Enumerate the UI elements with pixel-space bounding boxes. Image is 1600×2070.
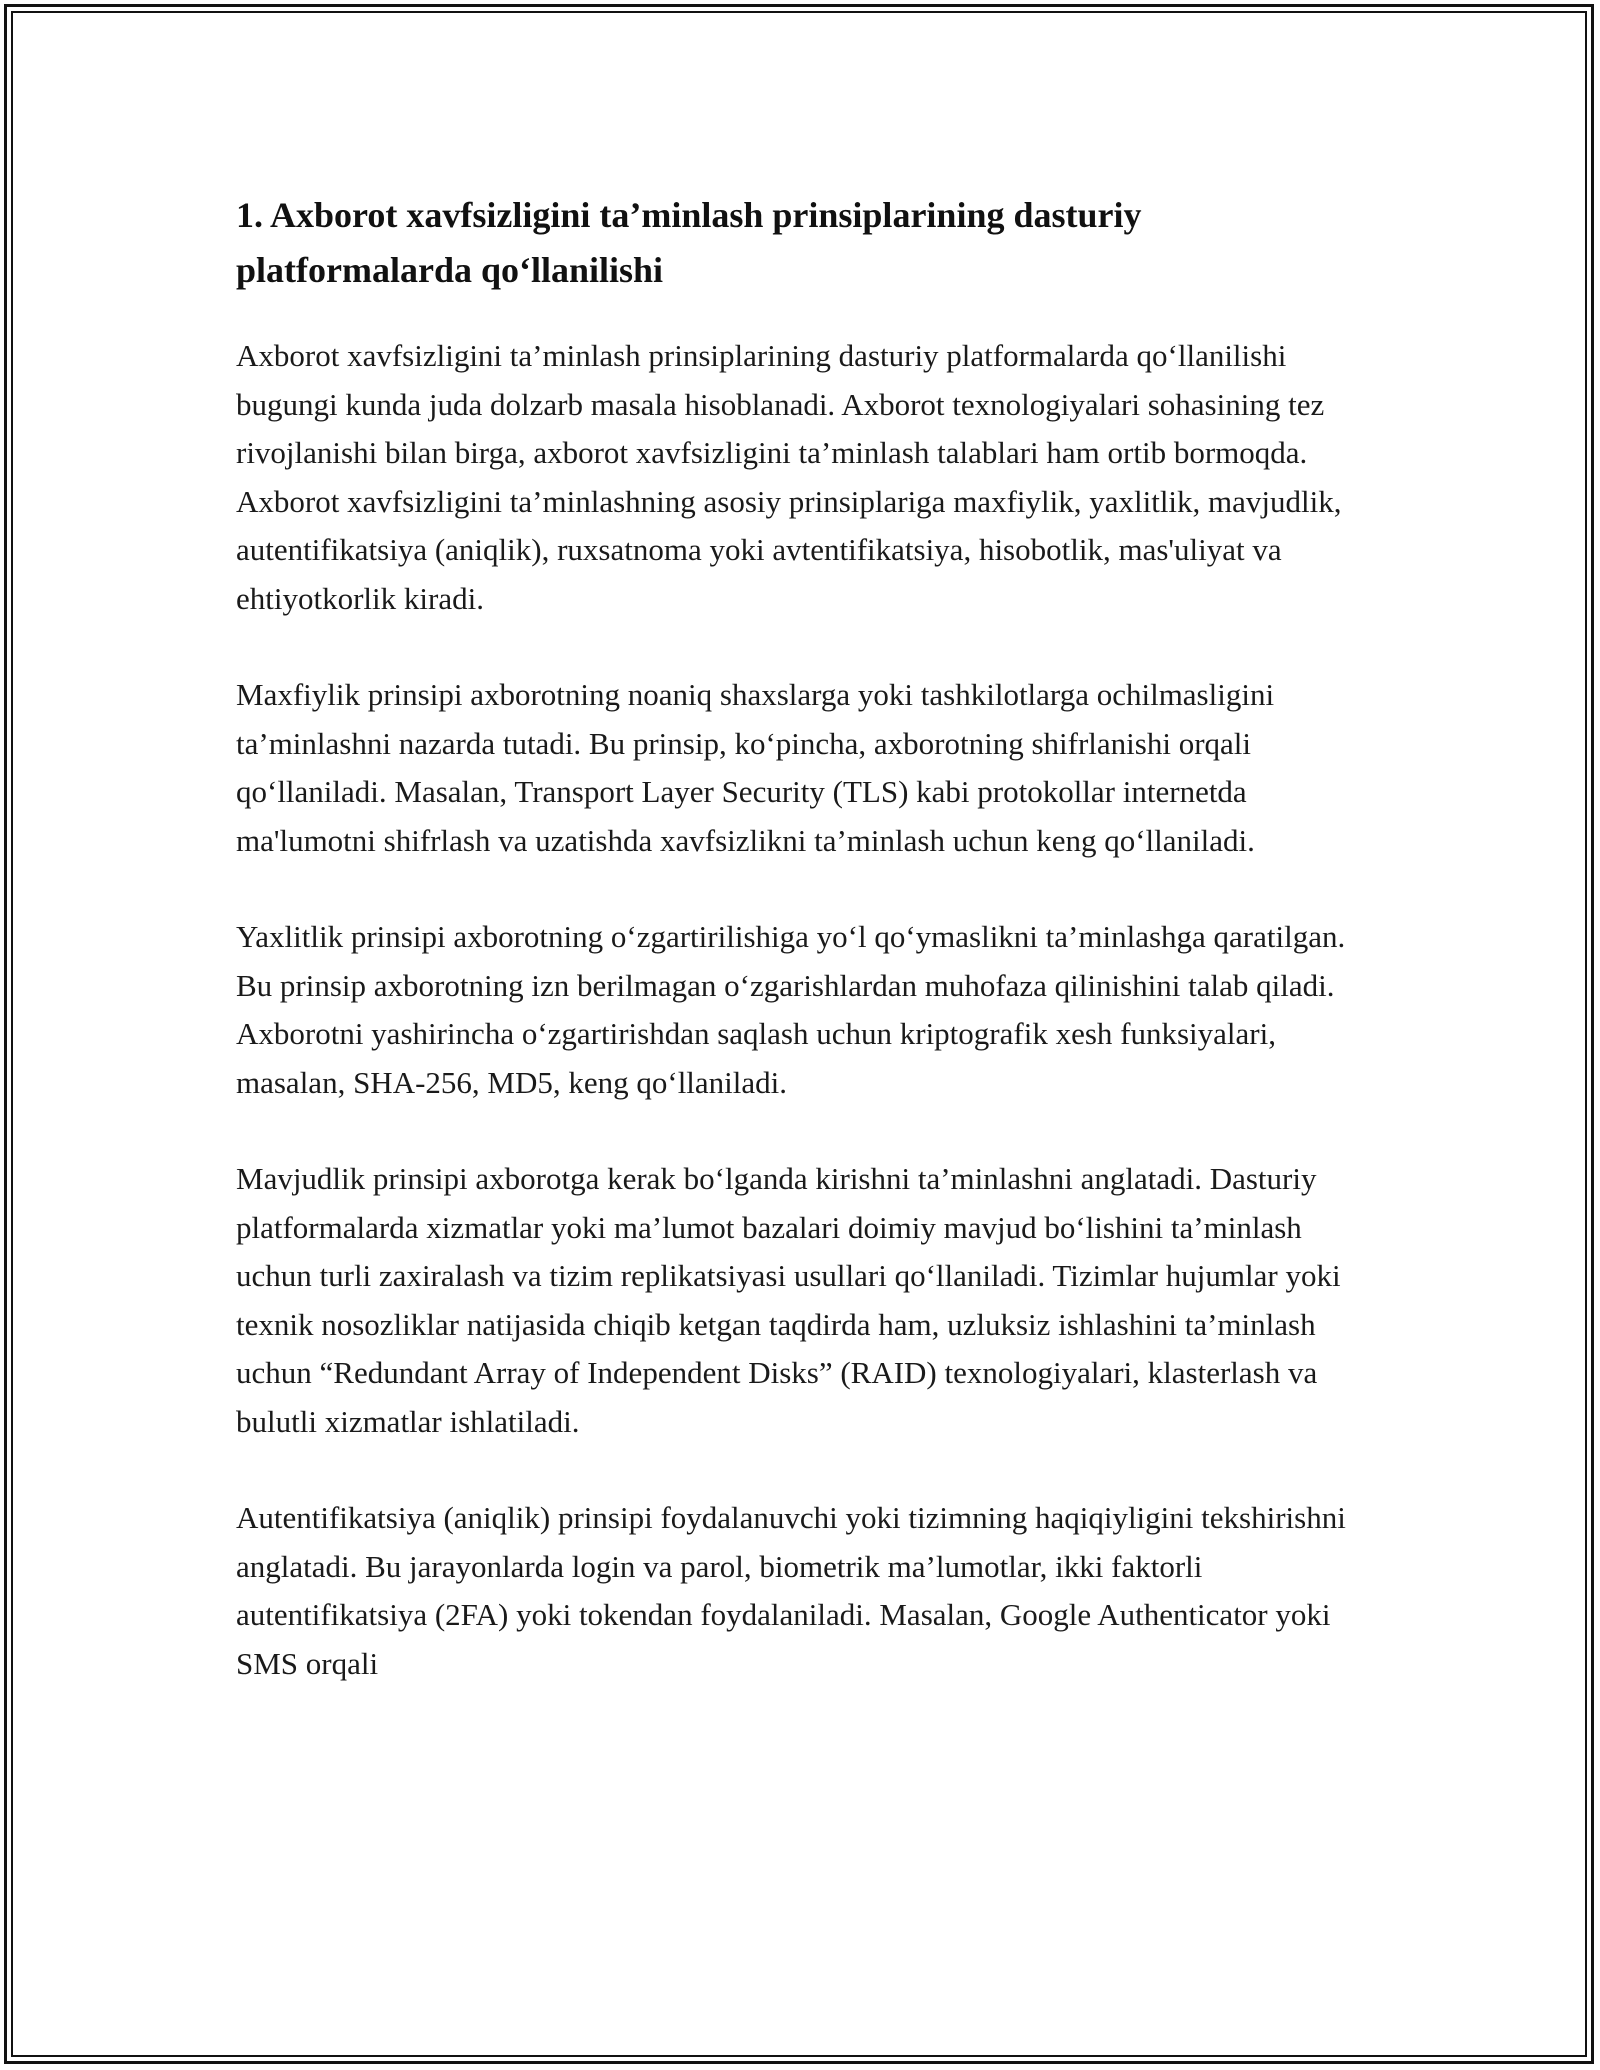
paragraph-authentication: Autentifikatsiya (aniqlik) prinsipi foydalanuvchi yoki tizimning haqiqiyligini tekshirishni anglatadi. Bu jarayonlarda login va parol, biometrik ma’lumotlar, ikki faktorli autentifikatsiya (2FA) yoki tokendan foydalaniladi. Masalan, Google Authenticator yoki SMS orqali <box>236 1500 1346 1681</box>
paragraph-confidentiality: Maxfiylik prinsipi axborotning noaniq shaxslarga yoki tashkilotlarga ochilmasligini ta’minlashni nazarda tutadi. Bu prinsip, ko‘pincha, axborotning shifrlanishi orqali qo‘llaniladi. Masalan, Transport Layer Security (TLS) kabi protokollar internetda ma'lumotni shifrlash va uzatishda xavfsizlikni ta’minlash uchun keng qo‘llaniladi. <box>236 677 1275 858</box>
paragraph-integrity: Yaxlitlik prinsipi axborotning o‘zgartirilishiga yo‘l qo‘ymaslikni ta’minlashga qaratilgan. Bu prinsip axborotning izn berilmagan o‘zgarishlardan muhofaza qilinishini talab qiladi. Axborotni yashirincha o‘zgartirishdan saqlash uchun kriptografik xesh funksiyalari, masalan, SHA-256, MD5, keng qo‘llaniladi. <box>236 919 1346 1100</box>
paragraph-availability: Mavjudlik prinsipi axborotga kerak bo‘lganda kirishni ta’minlashni anglatadi. Dasturiy platformalarda xizmatlar yoki ma’lumot bazalari doimiy mavjud bo‘lishini ta’minlash uchun turli zaxiralash va tizim replikatsiyasi usullari qo‘llaniladi. Tizimlar hujumlar yoki texnik nosozliklar natijasida chiqib ketgan taqdirda ham, uzluksiz ishlashini ta’minlash uchun “Redundant Array of Independent Disks” (RAID) texnologiyalari, klasterlash va bulutli xizmatlar ishlatiladi. <box>236 1161 1341 1439</box>
paragraph-intro: Axborot xavfsizligini ta’minlash prinsiplarining dasturiy platformalarda qo‘llanilishi bugungi kunda juda dolzarb masala hisoblanadi. Axborot texnologiyalari sohasining tez rivojlanishi bilan birga, axborot xavfsizligini ta’minlash talablari ham ortib bormoqda. Axborot xavfsizligini ta’minlashning asosiy prinsiplariga maxfiylik, yaxlitlik, mavjudlik, autentifikatsiya (aniqlik), ruxsatnoma yoki avtentifikatsiya, hisobotlik, mas'uliyat va ehtiyotkorlik kiradi. <box>236 338 1342 616</box>
section-heading: 1. Axborot xavfsizligini ta’minlash prinsiplarining dasturiy platformalarda qo‘llanilishi <box>236 195 1142 290</box>
document-body <box>236 188 1366 1736</box>
